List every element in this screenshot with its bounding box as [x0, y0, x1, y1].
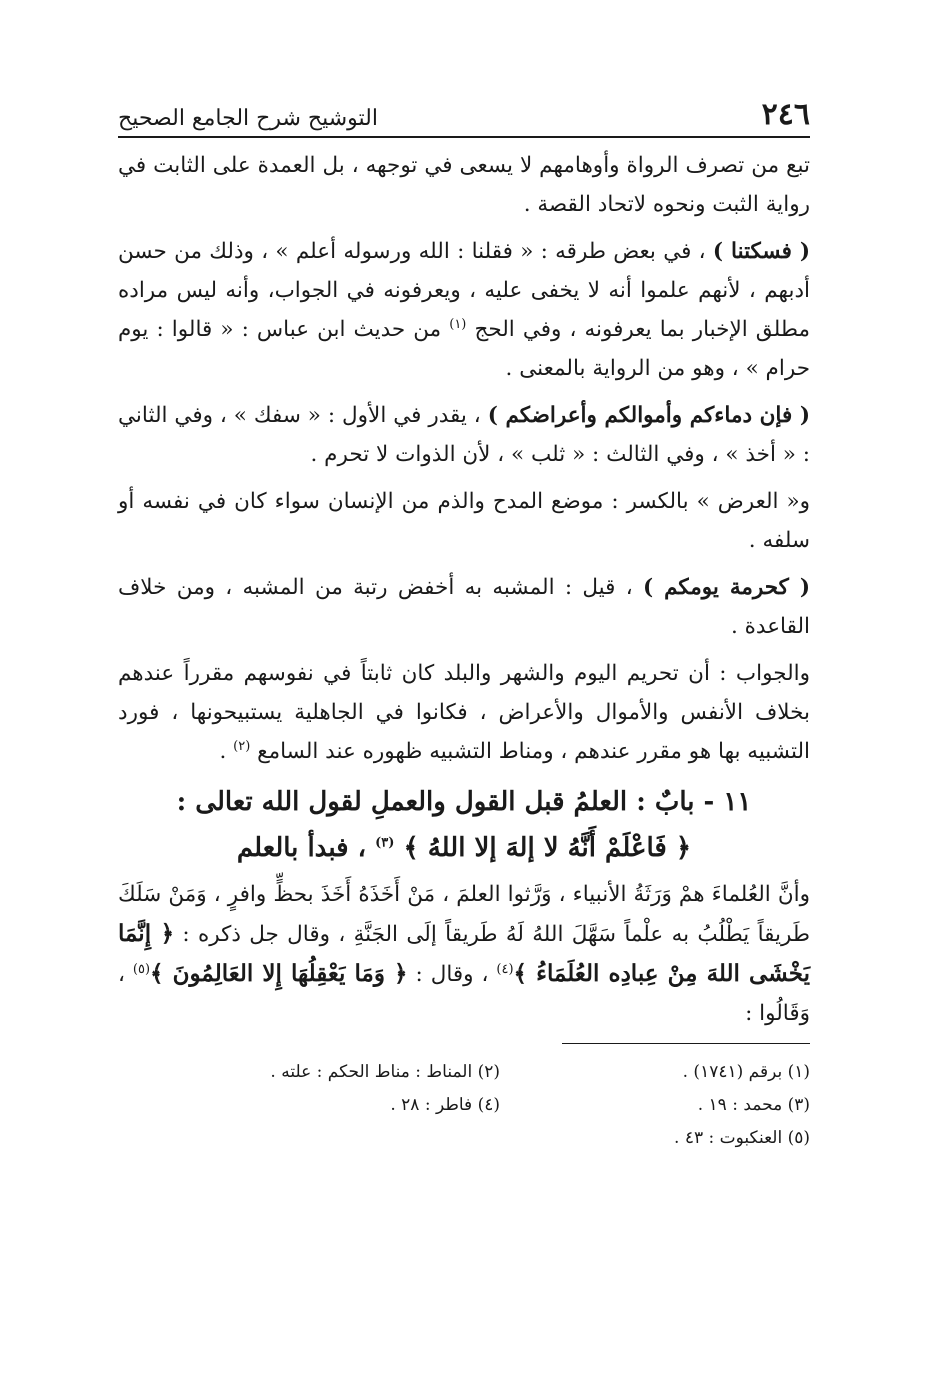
main-text: [118, 146, 810, 1033]
paragraph: وأنَّ العُلماءَ همْ وَرَثَةُ الأنبياء ، وَرَّثوا العلمَ ، مَنْ أَخَذَهُ أَخَذَ بحظٍّ وافرٍ ، وَمَنْ سَلَكَ طَريقاً يَطْلُبُ به علْماً سَهَّلَ اللهُ لَهُ طَريقاً إلَى الجَنَّةِ ، وقال جل ذكره : ﴿ إِنَّمَا يَخْشَى اللهَ مِنْ عِبادِه العُلَمَاءُ ﴾$^{(٤)}$ ، وقال : ﴿ وَمَا يَعْقِلُهَا إِلا العَالِمُونَ ﴾$^{(٥)}$ ، وَقَالُوا :: [118, 882, 810, 1026]
footnote-4: (٤) فاطر : ٢٨ .: [390, 1095, 500, 1115]
footnote-5: (٥) العنكبوت : ٤٣ .: [674, 1128, 810, 1148]
book-page: [118, 86, 810, 1155]
quran-verse: ﴿ إِنَّمَا يَخْشَى اللهَ مِنْ عِبادِه العُلَمَاءُ ﴾: [118, 920, 810, 987]
footnote-3: (٣) محمد : ١٩ .: [697, 1095, 810, 1115]
page-header: [118, 86, 810, 138]
footnote-ref: (٣): [375, 835, 395, 851]
paragraph: والجواب : أن تحريم اليوم والشهر والبلد كان ثابتاً في نفوسهم مقرراً عندهم بخلاف الأنفس والأموال والأعراض ، فكانوا في الجاهلية يستبيحونها ، فورد التشبيه بها هو مقرر عندهم ، ومناط التشبيه ظهوره عند السامع $^{(٢)}$ .: [118, 661, 810, 764]
lemma: ( فسكتنا ): [712, 239, 810, 264]
footnote-1: (١) برقم (١٧٤١) .: [682, 1062, 810, 1082]
paragraph: تبع من تصرف الرواة وأوهامهم لا يسعى في توجهه ، بل العمدة على الثابت في رواية الثبت ونحوه لاتحاد القصة .: [118, 153, 810, 217]
paragraph: ( فإن دماءكم وأموالكم وأعراضكم ) ، يقدر في الأول : « سفك » ، وفي الثاني : « أخذ » ، وفي الثالث : « ثلب » ، لأن الذوات لا تحرم .: [118, 403, 810, 467]
lemma: ( فإن دماءكم وأموالكم وأعراضكم ): [487, 403, 810, 428]
page-number: ٢٤٦: [761, 97, 810, 132]
footnote-divider: [562, 1043, 810, 1044]
paragraph: ( كحرمة يومكم ) ، قيل : المشبه به أخفض رتبة من المشبه ، ومن خلاف القاعدة .: [118, 575, 810, 639]
paragraph: ( فسكتنا ) ، في بعض طرقه : « فقلنا : الله ورسوله أعلم » ، وذلك من حسن أدبهم ، لأنهم علموا أنه لا يخفى عليه ، ويعرفونه في الجواب، وأنه ليس مراده مطلق الإخبار بما يعرفونه ، وفي الحج $^{(١)}$ من حديث ابن عباس : « قالوا : يوم حرام » ، وهو من الرواية بالمعنى .: [118, 239, 810, 381]
footnote-ref: (٤): [496, 961, 514, 977]
chapter-title: ١١ - بابٌ : العلمُ قبل القول والعملِ لقول الله تعالى :: [176, 787, 752, 817]
quran-verse: ﴿ وَمَا يَعْقِلُهَا إِلا العَالِمُونَ ﴾: [150, 960, 408, 987]
running-title: التوشيح شرح الجامع الصحيح: [118, 106, 378, 131]
footnote-ref: (٢): [233, 738, 251, 754]
lemma: ( كحرمة يومكم ): [642, 575, 810, 600]
paragraph: و« العرض » بالكسر : موضع المدح والذم من الإنسان سواء كان في نفسه أو سلفه .: [118, 489, 810, 553]
chapter-heading: [118, 779, 810, 871]
footnote-ref: (٥): [132, 961, 151, 977]
footnote-ref: (١): [449, 316, 467, 332]
footnote-2: (٢) المناط : مناط الحكم : علته .: [270, 1062, 500, 1082]
footnotes: [118, 1056, 810, 1155]
chapter-verse: ﴿ فَاعْلَمْ أَنَّهُ لا إلهَ إلا اللهُ ﴾ $^{(٣)}$ ، فبدأ بالعلم: [236, 833, 692, 863]
